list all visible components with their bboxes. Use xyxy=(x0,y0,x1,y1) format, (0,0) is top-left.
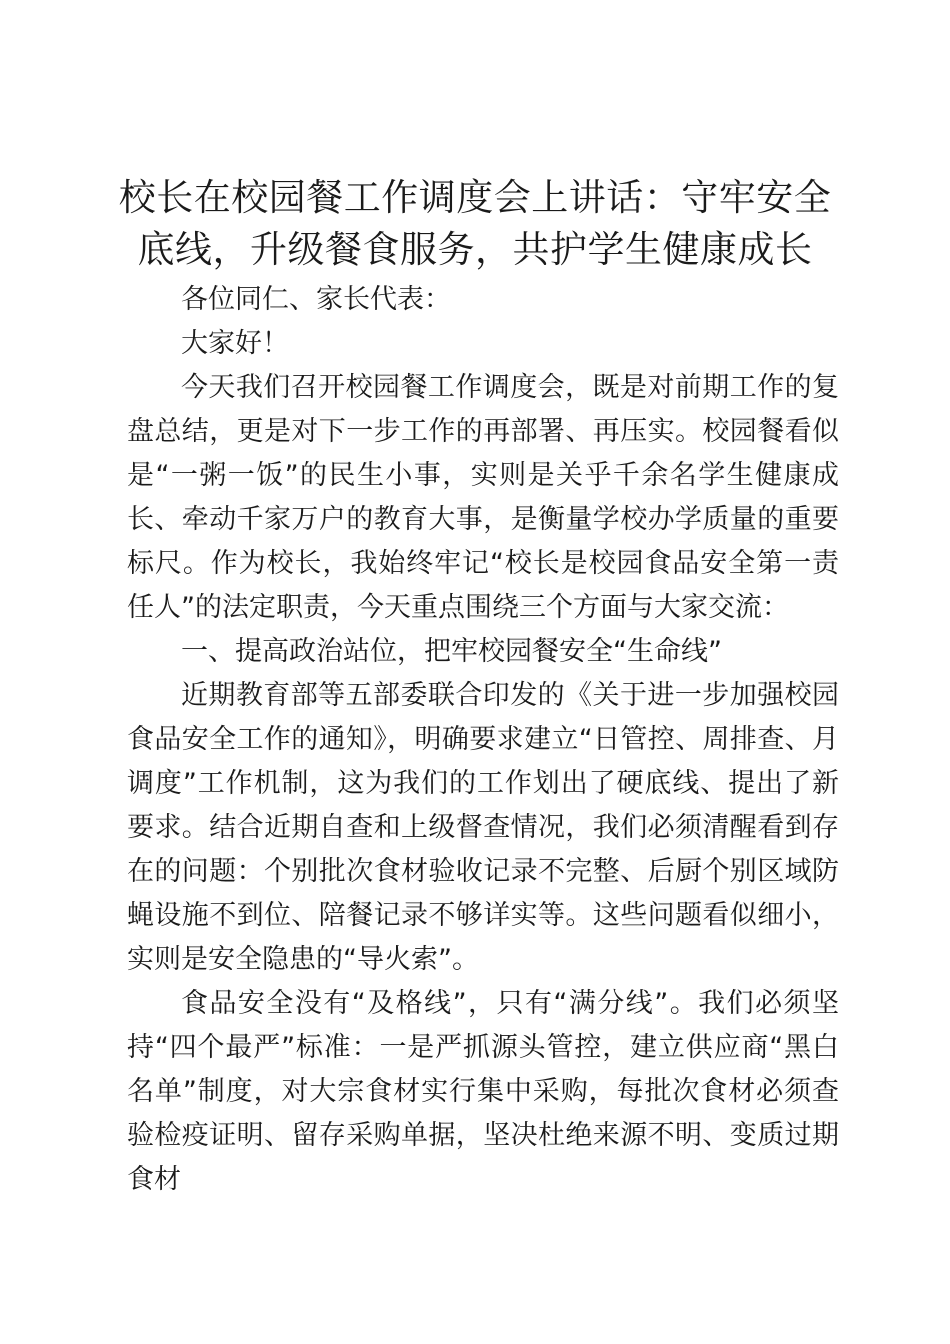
paragraph-notice: 近期教育部等五部委联合印发的《关于进一步加强校园食品安全工作的通知》，明确要求建立“日管控、周排查、月调度”工作机制，这为我们的工作划出了硬底线、提出了新要求。结合近期自查和上级督查情况，我们必须清醒看到存在的问题：个别批次食材验收记录不完整、后厨个别区域防蝇设施不到位、陪餐记录不够详实等。这些问题看似细小，实则是安全隐患的“导火索”。 xyxy=(127,680,839,975)
greeting: 大家好！ xyxy=(181,328,289,359)
document-body xyxy=(127,278,839,1202)
paragraph-standards: 食品安全没有“及格线”，只有“满分线”。我们必须坚持“四个最严”标准：一是严抓源头管控，建立供应商“黑白名单”制度，对大宗食材实行集中采购，每批次食材必须查验检疫证明、留存采购单据，坚决杜绝来源不明、变质过期食材 xyxy=(127,988,839,1195)
document-title: 校长在校园餐工作调度会上讲话：守牢安全底线，升级餐食服务，共护学生健康成长 xyxy=(118,176,832,271)
section-heading: 一、提高政治站位，把牢校园餐安全“生命线” xyxy=(181,636,722,667)
salutation: 各位同仁、家长代表： xyxy=(181,284,451,315)
paragraph-intro: 今天我们召开校园餐工作调度会，既是对前期工作的复盘总结，更是对下一步工作的再部署、再压实。校园餐看似是“一粥一饭”的民生小事，实则是关乎千余名学生健康成长、牵动千家万户的教育大事，是衡量学校办学质量的重要标尺。作为校长，我始终牢记“校长是校园食品安全第一责任人”的法定职责，今天重点围绕三个方面与大家交流： xyxy=(127,372,839,623)
